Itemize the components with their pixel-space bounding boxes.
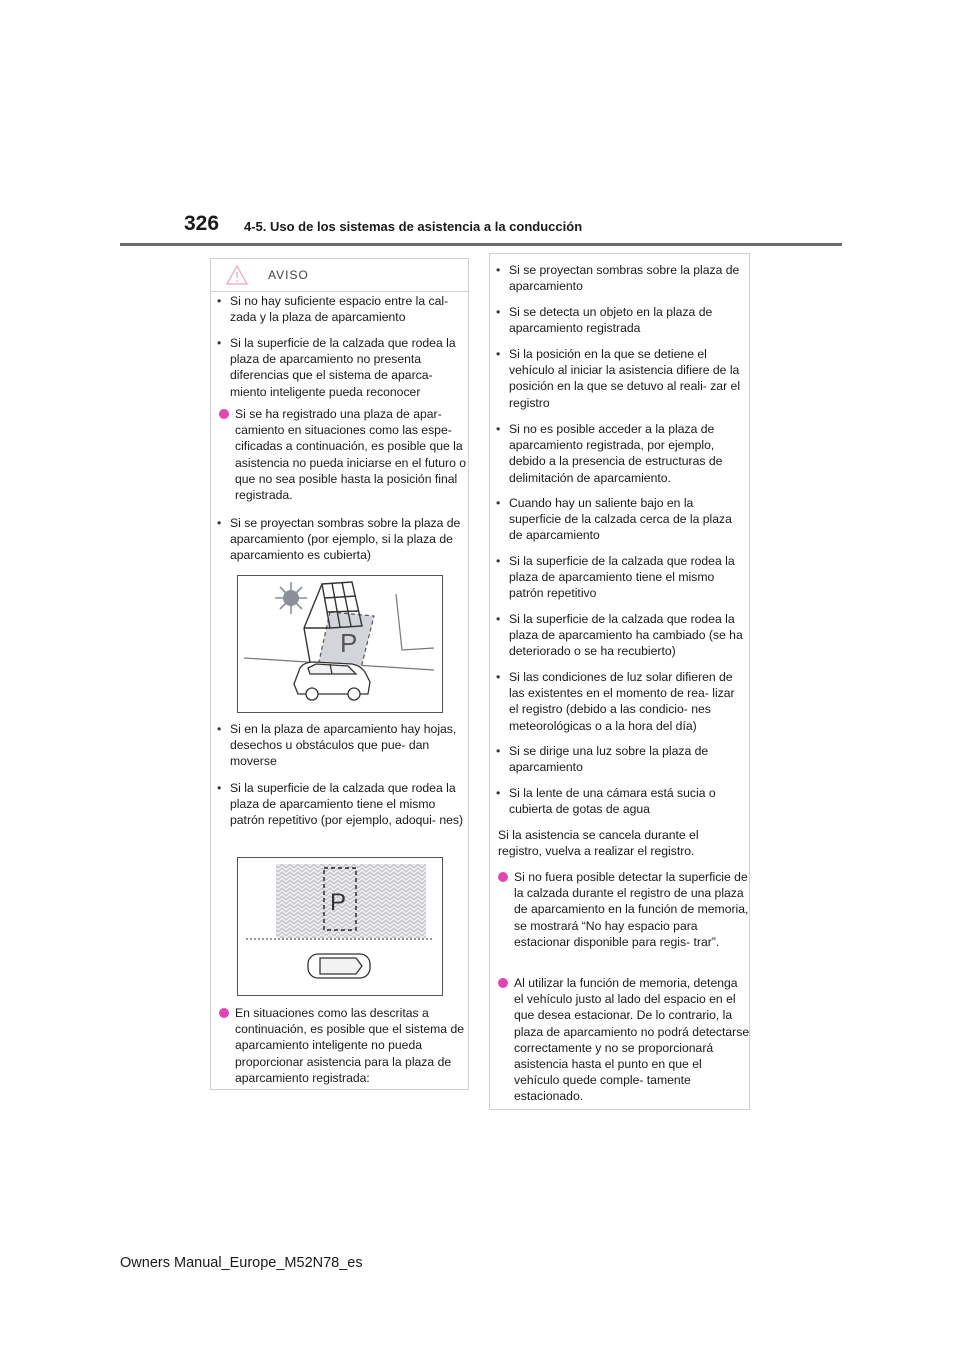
figure-shadow-parking xyxy=(237,575,443,713)
parking-sign-text: P xyxy=(330,889,347,916)
page-number: 326 xyxy=(184,212,220,235)
circle-item xyxy=(498,869,750,950)
footer-text: Owners Manual_Europe_M52N78_es xyxy=(120,1255,363,1271)
list-item: • Si la posición en la que se detiene el vehículo al iniciar la asistencia difiere de la posición en la que se detuvo al reali- zar el registro xyxy=(491,346,747,411)
shadow-parking-illustration xyxy=(238,576,442,712)
list-item: • Si no hay suficiente espacio entre la cal- zada y la plaza de aparcamiento xyxy=(212,293,466,325)
list-item: • Si se dirige una luz sobre la plaza de aparcamiento xyxy=(491,743,747,775)
list-item: • Si se proyectan sombras sobre la plaza de aparcamiento (por ejemplo, si la plaza de aparcamiento es cubierta) xyxy=(212,515,466,564)
car-icon xyxy=(294,662,370,700)
list-item: • Si la superficie de la calzada que rodea la plaza de aparcamiento tiene el mismo patrón repetitivo xyxy=(491,553,747,602)
list-item: • Si se detecta un objeto en la plaza de aparcamiento registrada xyxy=(491,304,747,336)
list-item: • Si se proyectan sombras sobre la plaza de aparcamiento xyxy=(491,262,747,294)
list-item: • Si la superficie de la calzada que rodea la plaza de aparcamiento ha cambiado (se ha deteriorado o se ha recubierto) xyxy=(491,611,747,660)
parking-sign-text: P xyxy=(340,628,358,658)
list-item: • Si las condiciones de luz solar difieren de las existentes en el momento de rea- lizar el registro (debido a las condicio- nes meteorológicas o a la hora del día) xyxy=(491,669,747,734)
circle-bullet-icon xyxy=(219,1008,229,1018)
section-title: 4-5. Uso de los sistemas de asistencia a la conducción xyxy=(244,219,583,234)
warning-triangle-icon xyxy=(225,264,249,286)
circle-bullet-icon xyxy=(498,978,508,988)
circle-item xyxy=(498,975,750,1105)
circle-item xyxy=(219,406,467,503)
list-item: • Si la superficie de la calzada que rodea la plaza de aparcamiento tiene el mismo patrón repetitivo (por ejemplo, adoqui- nes) xyxy=(212,780,466,829)
circle-bullet-icon xyxy=(219,409,229,419)
warning-box xyxy=(210,258,469,1090)
circle-item-text: Al utilizar la función de memoria, detenga el vehículo justo al lado del espacio en el que desea estacionar. De lo contrario, la plaza de aparcamiento no podrá detectarse correctamente y no se proporcionará asistencia hasta el punto en que el vehículo quede comple- tamente estacionado. xyxy=(514,976,750,1104)
car-icon xyxy=(308,954,370,978)
header-rule xyxy=(120,243,842,246)
figure-paving-pattern xyxy=(237,857,443,996)
paving-pattern-illustration xyxy=(238,858,442,995)
list-item: • Si la superficie de la calzada que rodea la plaza de aparcamiento no presenta diferencias que el sistema de aparca- miento inteligente pueda reconocer xyxy=(212,335,466,400)
list-item: • Si en la plaza de aparcamiento hay hojas, desechos u obstáculos que pue- dan moverse xyxy=(212,721,466,770)
continuation-box xyxy=(489,253,750,1110)
sun-icon xyxy=(275,582,307,614)
list-item: • Cuando hay un saliente bajo en la superficie de la calzada cerca de la plaza de aparcamiento xyxy=(491,495,747,544)
circle-item-text: Si se ha registrado una plaza de apar- camiento en situaciones como las espe- cificadas a continuación, es posible que la asistencia no pueda iniciarse en el futuro o que no sea posible hasta la posición final registrada. xyxy=(235,407,467,503)
circle-item xyxy=(219,1005,467,1086)
circle-item-text: En situaciones como las descritas a continuación, es posible que el sistema de aparcamiento inteligente no pueda proporcionar asistencia para la plaza de aparcamiento registrada: xyxy=(235,1006,464,1085)
circle-bullet-icon xyxy=(498,872,508,882)
list-item: • Si no es posible acceder a la plaza de aparcamiento registrada, por ejemplo, debido a la presencia de estructuras de delimitación de aparcamiento. xyxy=(491,421,747,486)
warning-header xyxy=(211,259,468,292)
paving-area xyxy=(276,864,426,938)
paragraph: Si la asistencia se cancela durante el registro, vuelva a realizar el registro. xyxy=(498,828,699,859)
warning-title: AVISO xyxy=(268,268,309,282)
list-item: • Si la lente de una cámara está sucia o cubierta de gotas de agua xyxy=(491,785,747,817)
circle-item-text: Si no fuera posible detectar la superficie de la calzada durante el registro de una plaza de aparcamiento en la función de memoria, se mostrará “No hay espacio para estacionar disponible para regis- trar”. xyxy=(514,870,749,949)
